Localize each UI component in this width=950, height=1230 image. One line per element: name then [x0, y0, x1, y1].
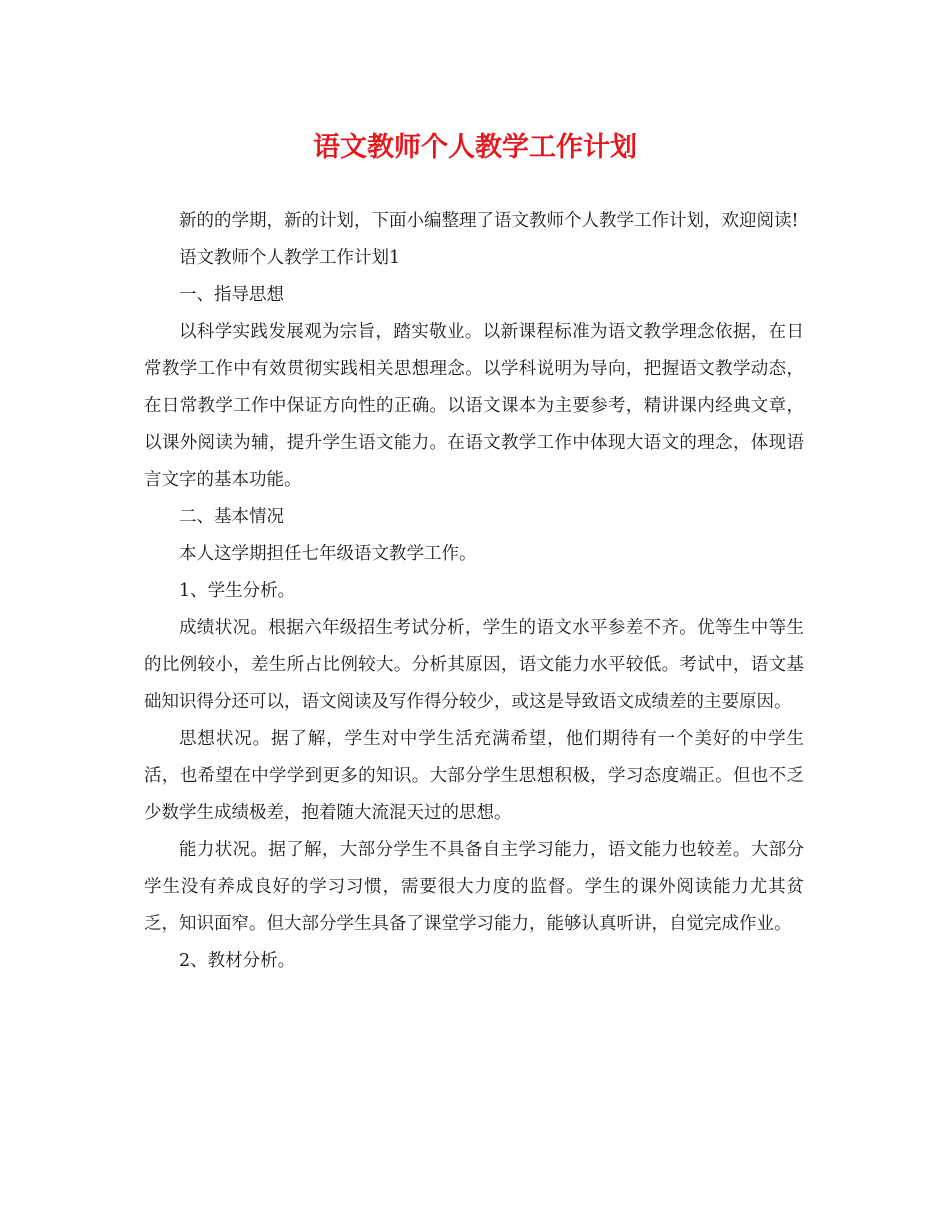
document-body — [144, 203, 804, 980]
document-title: 语文教师个人教学工作计划 — [313, 132, 637, 163]
body-paragraph: 成绩状况。根据六年级招生考试分析，学生的语文水平参差不齐。优等生中等生的比例较小，差生所占比例较大。分析其原因，语文能力水平较低。考试中，语文基础知识得分还可以，语文阅读及写作得分较少，或这是导致语文成绩差的主要原因。 — [144, 618, 804, 712]
section-heading: 二、基本情况 — [179, 507, 284, 527]
body-paragraph: 本人这学期担任七年级语文教学工作。 — [179, 544, 477, 564]
subsection-heading: 1、学生分析。 — [179, 581, 296, 601]
body-paragraph: 能力状况。据了解，大部分学生不具备自主学习能力，语文能力也较差。大部分学生没有养成良好的学习习惯，需要很大力度的监督。学生的课外阅读能力尤其贫乏，知识面窄。但大部分学生具备了课堂学习能力，能够认真听讲，自觉完成作业。 — [144, 840, 804, 934]
body-paragraph: 以科学实践发展观为宗旨，踏实敬业。以新课程标准为语文教学理念依据，在日常教学工作中有效贯彻实践相关思想理念。以学科说明为导向，把握语文教学动态，在日常教学工作中保证方向性的正确。以语文课本为主要参考，精讲课内经典文章，以课外阅读为辅，提升学生语文能力。在语文教学工作中体现大语文的理念，体现语言文字的基本功能。 — [144, 322, 804, 490]
section-heading: 一、指导思想 — [179, 285, 284, 305]
subsection-heading: 2、教材分析。 — [179, 951, 296, 971]
plan-subtitle: 语文教师个人教学工作计划1 — [179, 248, 401, 268]
intro-paragraph: 新的的学期，新的计划，下面小编整理了语文教师个人教学工作计划，欢迎阅读! — [179, 211, 799, 231]
body-paragraph: 思想状况。据了解，学生对中学生活充满希望，他们期待有一个美好的中学生活，也希望在中学学到更多的知识。大部分学生思想积极，学习态度端正。但也不乏少数学生成绩极差，抱着随大流混天过的思想。 — [144, 729, 804, 823]
